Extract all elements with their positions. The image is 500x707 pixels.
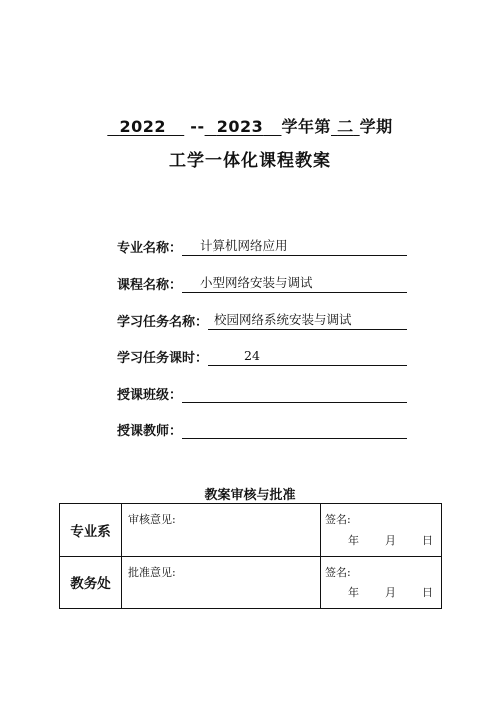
month-label: 月 <box>385 586 396 599</box>
year-label: 年 <box>348 533 359 547</box>
semester-header <box>0 114 500 137</box>
date-line <box>348 532 433 548</box>
signature-cell <box>321 556 442 609</box>
approval-opinion-cell <box>122 556 321 609</box>
review-opinion-cell <box>122 504 321 557</box>
field-value: 计算机网络应用 <box>182 238 407 256</box>
month-label: 月 <box>385 533 396 547</box>
field-course <box>117 274 407 293</box>
document-title: 工学一体化课程教案 <box>169 151 331 171</box>
dept-name: 专业系 <box>60 504 122 557</box>
field-label: 学习任务名称： <box>117 315 209 330</box>
day-label: 日 <box>422 586 433 599</box>
date-line <box>348 584 433 600</box>
field-class <box>117 384 407 403</box>
field-value: 校园网络系统安装与调试 <box>208 312 407 330</box>
opinion-label: 批准意见: <box>128 565 176 579</box>
year-start: 2022 <box>119 117 166 136</box>
dept-name: 教务处 <box>60 556 122 609</box>
signature-label: 签名: <box>325 565 351 579</box>
approval-table <box>59 503 442 609</box>
field-label: 课程名称： <box>117 278 183 293</box>
field-label: 学习任务课时： <box>117 351 209 366</box>
approval-section-title: 教案审核与批准 <box>204 488 296 503</box>
signature-label: 签名: <box>325 513 351 526</box>
field-value: 小型网络安装与调试 <box>182 275 407 293</box>
field-task-hours <box>117 347 407 366</box>
field-value: 24 <box>208 348 407 366</box>
field-teacher <box>117 420 407 439</box>
field-value <box>182 385 407 403</box>
opinion-label: 审核意见: <box>128 513 176 526</box>
year-label: 年 <box>348 586 359 599</box>
approval-row-department <box>60 504 442 557</box>
term-suffix: 学期 <box>359 117 393 136</box>
field-label: 授课班级： <box>117 388 183 403</box>
field-label: 授课教师： <box>117 424 183 439</box>
year-end: 2023 <box>216 117 264 136</box>
field-task-name <box>117 311 407 330</box>
field-label: 专业名称： <box>117 241 183 256</box>
year-separator: -- <box>190 117 205 136</box>
field-value <box>182 421 407 439</box>
academic-year-suffix: 学年第 <box>281 117 331 136</box>
signature-cell <box>321 504 442 557</box>
approval-row-academic-affairs <box>60 556 442 609</box>
day-label: 日 <box>422 533 433 547</box>
field-major <box>117 237 407 256</box>
term-number: 二 <box>337 117 354 136</box>
